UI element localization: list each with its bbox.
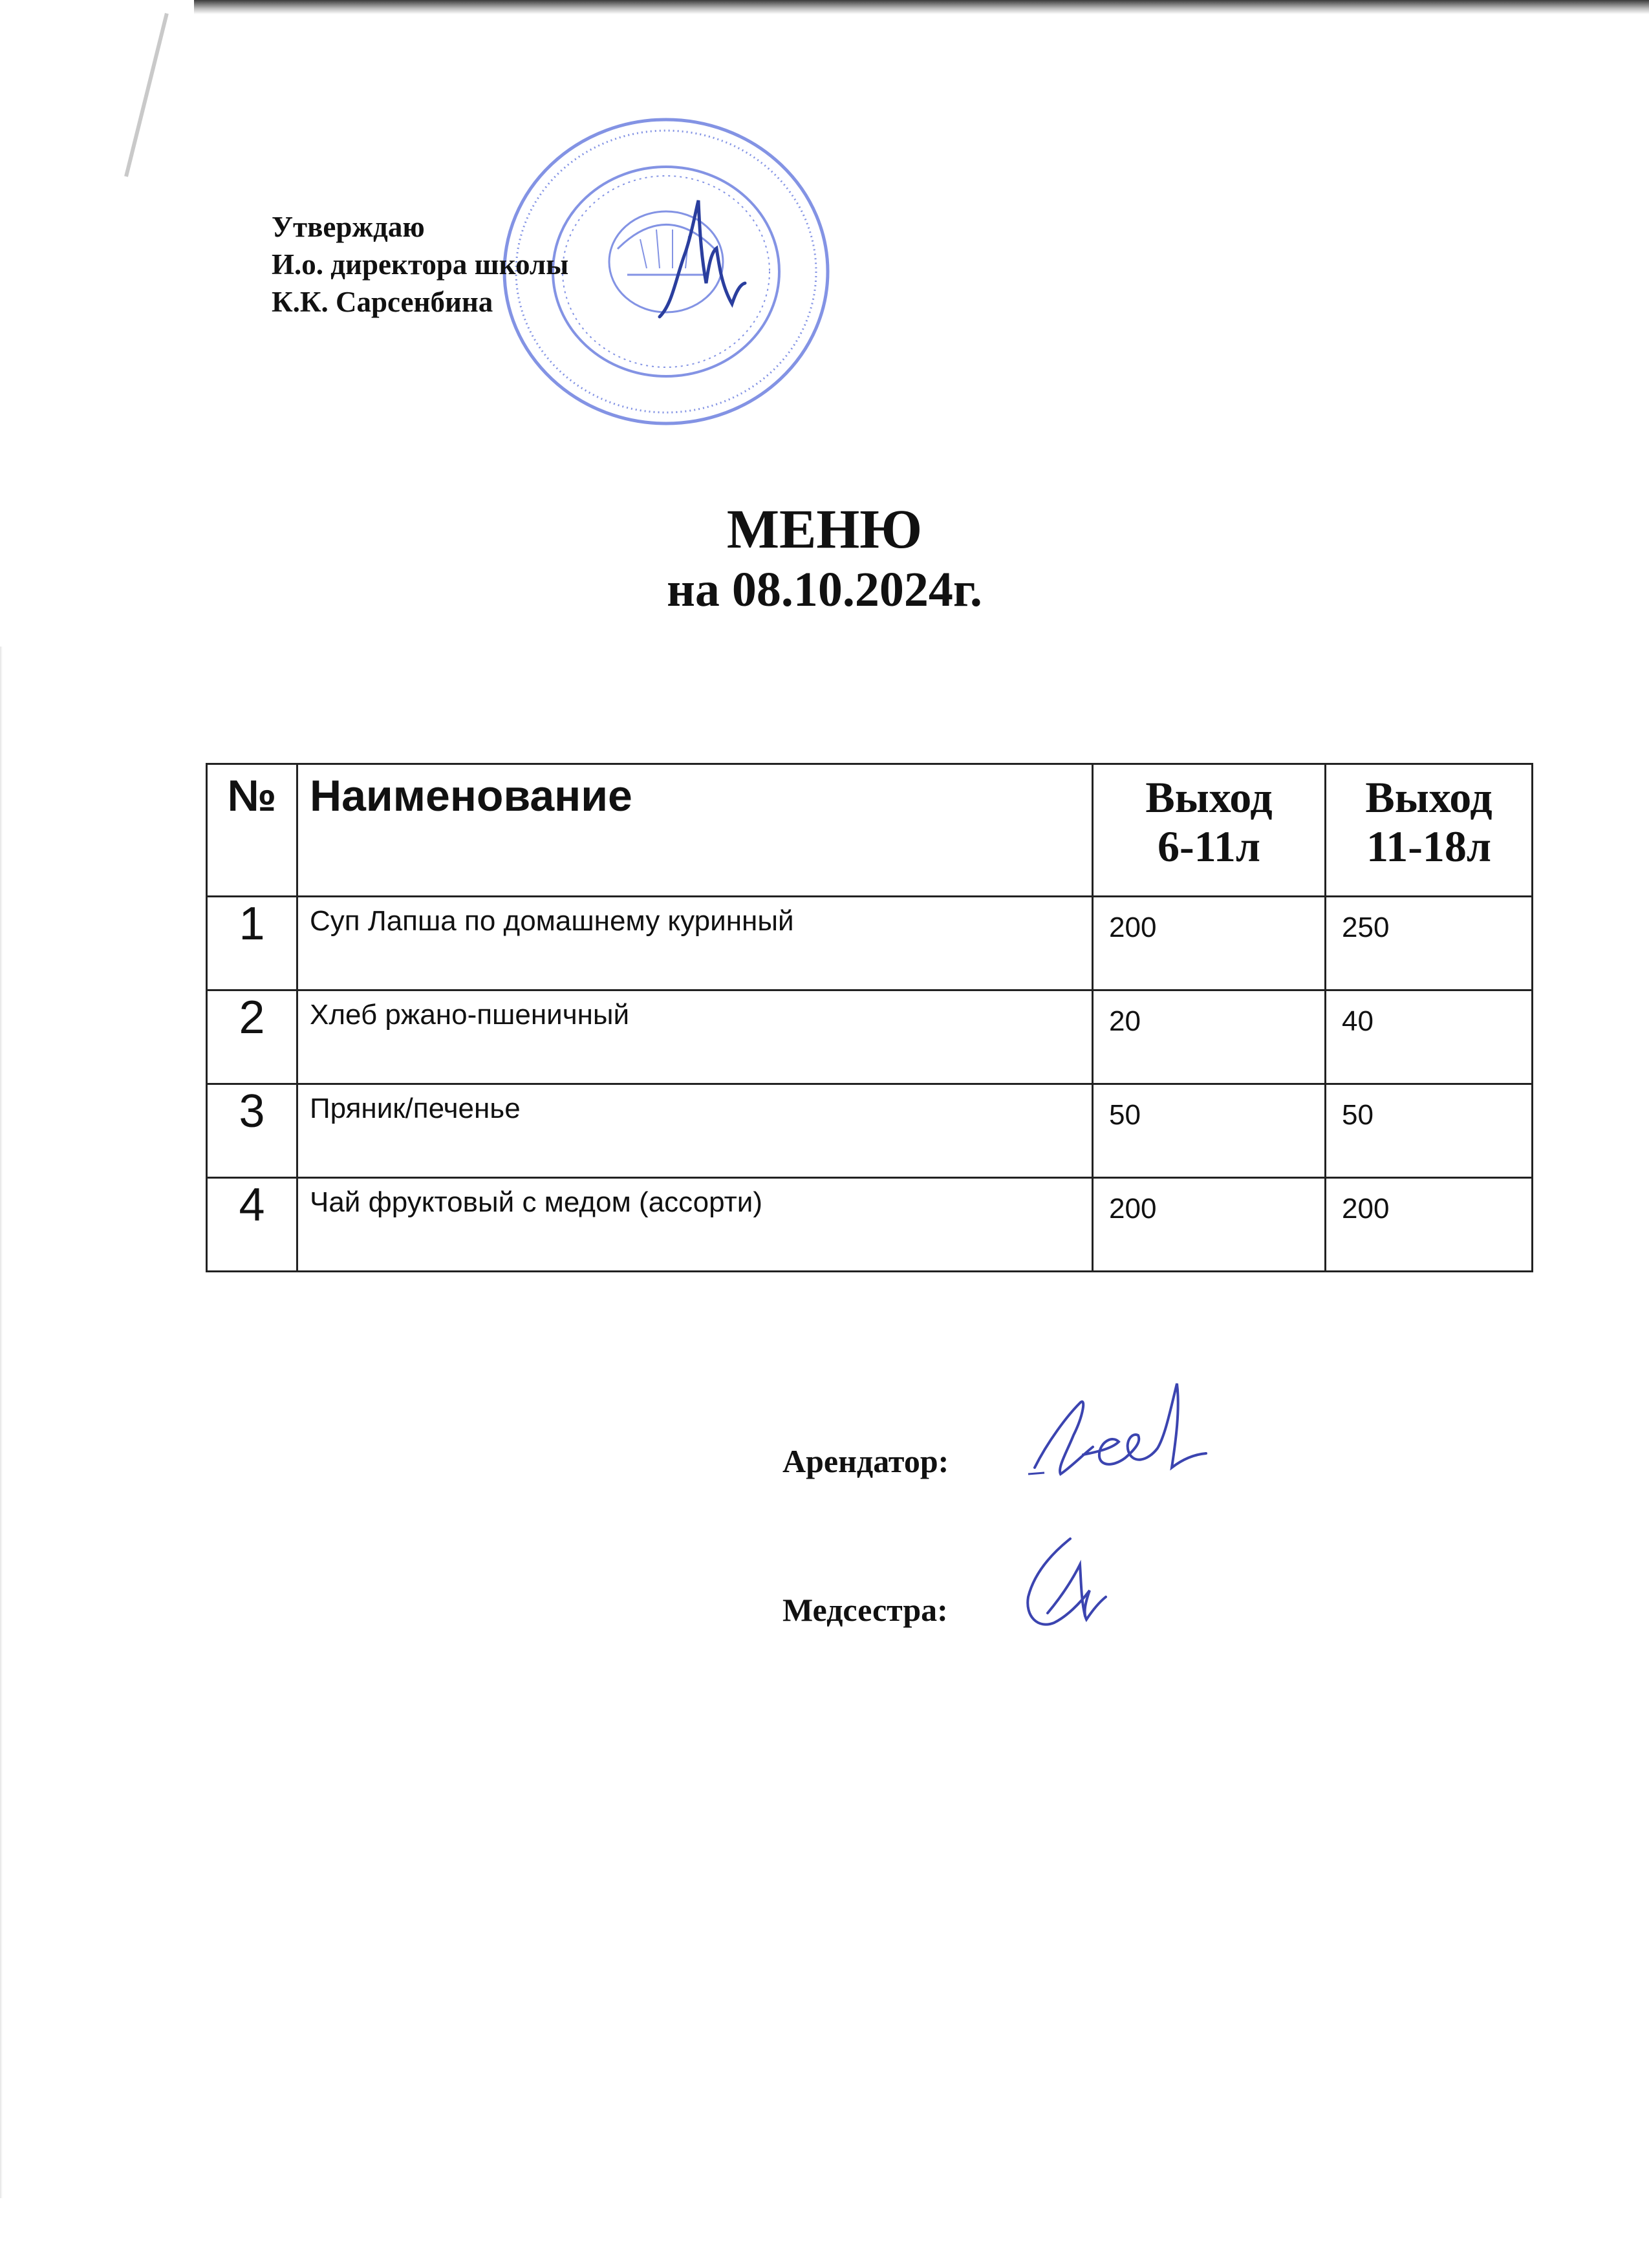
row-number: 3 — [207, 1084, 297, 1178]
nurse-signature — [1009, 1526, 1125, 1649]
row-number: 2 — [207, 990, 297, 1084]
scan-left-shadow — [0, 647, 3, 2198]
header-output-11-18-line1: Выход — [1365, 773, 1493, 822]
approval-line-approve: Утверждаю — [272, 211, 425, 243]
row-output-6-11: 200 — [1093, 897, 1326, 990]
scan-left-edge — [124, 13, 169, 177]
page-title: МЕНЮ — [726, 498, 923, 560]
table-header-row — [207, 764, 1533, 897]
row-number: 1 — [207, 897, 297, 990]
approval-line-name: К.К. Сарсенбина — [272, 286, 493, 318]
tenant-signature — [1022, 1371, 1235, 1493]
tenant-signature-label: Арендатор: — [782, 1443, 949, 1479]
row-output-6-11: 200 — [1093, 1178, 1326, 1272]
row-number: 4 — [207, 1178, 297, 1272]
header-output-6-11 — [1093, 764, 1326, 897]
header-name: Наименование — [297, 764, 1093, 897]
row-output-11-18: 250 — [1326, 897, 1533, 990]
header-output-6-11-line2: 6-11л — [1157, 822, 1261, 871]
table-row — [207, 990, 1533, 1084]
row-output-11-18: 200 — [1326, 1178, 1533, 1272]
nurse-signature-label: Медсестра: — [782, 1592, 948, 1628]
menu-table — [206, 763, 1533, 1272]
row-output-11-18: 50 — [1326, 1084, 1533, 1178]
header-output-11-18-line2: 11-18л — [1366, 822, 1492, 871]
row-output-6-11: 50 — [1093, 1084, 1326, 1178]
row-output-6-11: 20 — [1093, 990, 1326, 1084]
table-row — [207, 897, 1533, 990]
scan-top-edge — [194, 0, 1649, 14]
header-number: № — [207, 764, 297, 897]
row-dish-name: Чай фруктовый с медом (ассорти) — [297, 1178, 1093, 1272]
table-row — [207, 1178, 1533, 1272]
header-output-11-18 — [1326, 764, 1533, 897]
table-row — [207, 1084, 1533, 1178]
row-dish-name: Хлеб ржано-пшеничный — [297, 990, 1093, 1084]
approval-line-position: И.о. директора школы — [272, 248, 569, 281]
row-dish-name: Пряник/печенье — [297, 1084, 1093, 1178]
menu-date: на 08.10.2024г. — [667, 562, 982, 617]
title-block — [0, 498, 1649, 619]
approval-block — [272, 208, 568, 321]
header-output-6-11-line1: Выход — [1145, 773, 1273, 822]
row-output-11-18: 40 — [1326, 990, 1533, 1084]
row-dish-name: Суп Лапша по домашнему куринный — [297, 897, 1093, 990]
